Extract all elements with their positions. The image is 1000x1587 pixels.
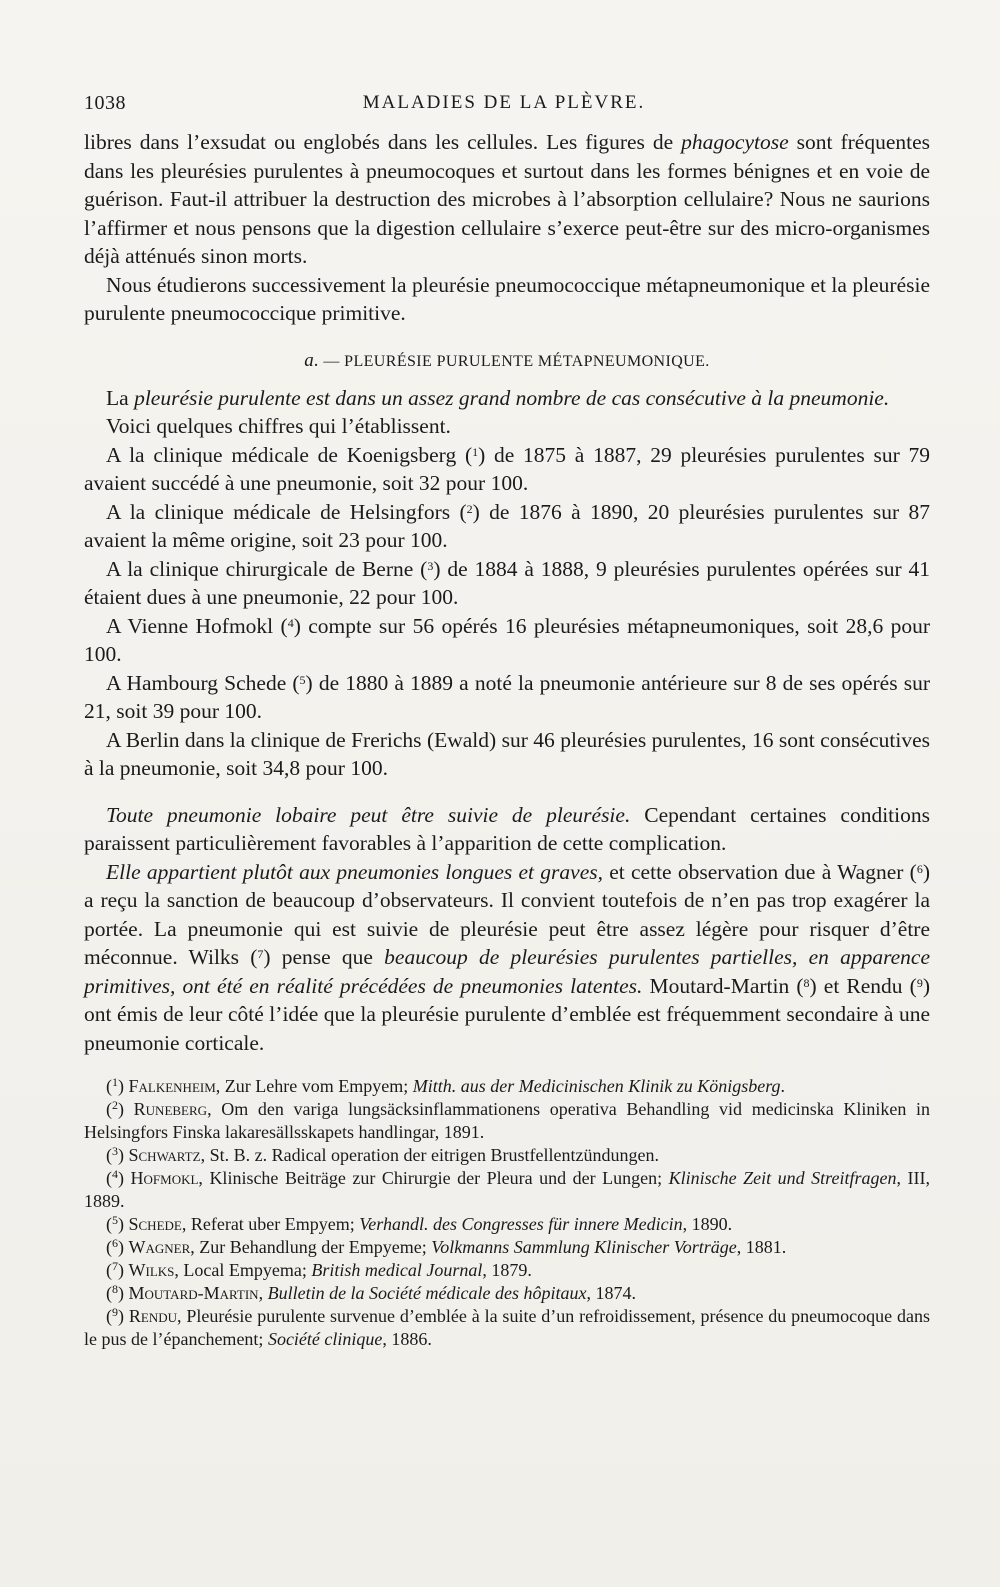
text-run: ) de 1875 à 1887, 29 pleurésies purulentes sur 79 avaient succédé à une pneumonie, soit 32 pour 100. — [84, 442, 930, 495]
text-run: ) ont émis de leur côté l’idée que la pleurésie purulente d’emblée est fréquemment secondaire à une pneumonie corticale. — [84, 973, 930, 1055]
footnote-ref: 2 — [466, 501, 473, 516]
footnote-number: 7 — [112, 1259, 118, 1273]
paragraph — [84, 858, 930, 1058]
footnote-author: Rendu — [128, 1306, 177, 1326]
text-run: ) de 1880 à 1889 a noté la pneumonie antérieure sur 8 de ses opérés sur 21, soit 39 pour 100. — [84, 670, 930, 723]
footnote: ($^7$) Wilks, Local Empyema; British medical Journal, 1879. — [106, 1259, 532, 1280]
paragraph — [84, 669, 930, 726]
text-run: A Berlin dans la clinique de Frerichs (Ewald) sur 46 pleurésies purulentes, 16 sont consécutives à la pneumonie, soit 34,8 pour 100. — [84, 727, 930, 780]
footnote-number: 1 — [112, 1075, 118, 1089]
italic-run: Toute pneumonie lobaire peut être suivie de pleurésie. — [106, 802, 631, 827]
footnote-text: , 1890. — [682, 1214, 733, 1234]
footnote-text: , Om den variga lungsäcksinflammationens operativa Behandling vid medicinska Kliniken in Helsingfors Finska lakaresällsskapets handlingar, 1891. — [84, 1099, 930, 1142]
text-run: A la clinique chirurgicale de Berne ( — [106, 556, 428, 581]
footnote-author: Runeberg — [133, 1099, 208, 1119]
page-number: 1038 — [84, 92, 126, 114]
footnote-text: , Zur Lehre vom Empyem; — [215, 1076, 413, 1096]
text-run: ) pense que — [263, 945, 385, 969]
footnote-author: Wilks — [128, 1260, 175, 1280]
footnote-ref: 6 — [916, 861, 923, 876]
text-run: libres dans l’exsudat ou englobés dans les cellules. Les figures de — [84, 130, 682, 154]
footnote-text: , 1881. — [736, 1237, 787, 1257]
footnote-author: Schwartz — [128, 1145, 201, 1165]
italic-run: beaucoup de pleurésies purulentes partielles, en apparence primitives, ont été en réalité précédées de pneumonies latentes. — [84, 945, 931, 998]
footnote-number: 2 — [112, 1098, 118, 1112]
text-run: Voici quelques chiffres qui l’établissent. — [106, 414, 451, 438]
footnote-text: , Referat uber Empyem; — [181, 1214, 360, 1234]
footnote: ($^1$) Falkenheim, Zur Lehre vom Empyem; Mitth. aus der Medicinischen Klinik zu Königsberg. — [106, 1075, 786, 1096]
footnote-ref: 1 — [472, 444, 479, 459]
footnote-ref: 5 — [299, 672, 306, 687]
footnote-italic: Bulletin de la Société médicale des hôpitaux — [267, 1283, 587, 1303]
text-run: Moutard-Martin ( — [642, 973, 804, 998]
paragraph — [84, 412, 930, 441]
footnote: ($^5$) Schede, Referat uber Empyem; Verhandl. des Congresses für innere Medicin, 1890. — [106, 1213, 733, 1234]
footnote-text: , III, 1889. — [84, 1168, 930, 1211]
section-marker: a. — [304, 349, 320, 371]
paragraph — [84, 726, 930, 783]
footnote: ($^4$) Hofmokl, Klinische Beiträge zur Chirurgie der Pleura und der Lungen; Klinische Zeit und Streitfragen, III, 1889. — [84, 1167, 930, 1211]
footnote-number: 9 — [112, 1305, 118, 1319]
footnote-number: 4 — [112, 1167, 118, 1181]
footnote-text: , 1879. — [482, 1260, 532, 1280]
text-run: et cette observation due à Wagner ( — [602, 859, 917, 884]
paragraph — [84, 498, 930, 555]
text-run: sont fréquentes dans les pleurésies purulentes à pneumocoques et surtout dans les formes bénignes et en voie de guérison. Faut-il attribuer la destruction des microbes à l’absorption cellulaire? Nous ne saurions l’affirmer et nous pensons que la digestion cellulaire s’exerce peut-être sur des micro-organismes déjà atténués sinon morts. — [84, 130, 930, 268]
text-run: A la clinique médicale de Koenigsberg ( — [106, 442, 473, 467]
italic-run: pleurésie purulente est dans un assez grand nombre de cas consécutive à la pneumonie. — [134, 385, 890, 410]
paragraph — [84, 128, 930, 271]
footnote-text: , — [258, 1283, 268, 1303]
footnote-author: Hofmokl — [130, 1168, 199, 1188]
footnote-italic: British medical Journal — [311, 1260, 483, 1280]
footnote: ($^9$) Rendu, Pleurésie purulente survenue d’emblée à la suite d’un refroidissement, présence du pneumocoque dans le pus de l’épanchement; Société clinique, 1886. — [84, 1305, 931, 1349]
footnote-author: Moutard-Martin — [128, 1283, 259, 1303]
footnote-text: , Local Empyema; — [174, 1260, 312, 1280]
footnote-text: , St. B. z. Radical operation der eitrigen Brustfellentzündungen. — [200, 1145, 659, 1165]
footnote: ($^3$) Schwartz, St. B. z. Radical operation der eitrigen Brustfellentzündungen. — [106, 1144, 659, 1165]
footnote-italic: Société clinique — [267, 1329, 383, 1349]
text-run: A la clinique médicale de Helsingfors ( — [106, 499, 467, 524]
section-title: — PLEURÉSIE PURULENTE MÉTAPNEUMONIQUE. — [323, 352, 710, 370]
footnote-ref: 3 — [427, 558, 434, 573]
text-run: Nous étudierons successivement la pleurésie pneumococcique métapneumonique et la pleurésie purulente pneumococcique primitive. — [84, 272, 930, 325]
footnote: ($^6$) Wagner, Zur Behandlung der Empyeme; Volkmanns Sammlung Klinischer Vorträge, 1881. — [106, 1236, 787, 1257]
footnote-ref: 9 — [916, 975, 923, 990]
text-run: ) a reçu la sanction de beaucoup d’observateurs. Il convient toutefois de n’en pas trop exagérer la portée. La pneumonie qui est suivie de pleurésie peut être assez légère pour risquer d’être méconnue. Wilks ( — [84, 859, 930, 969]
footnote: ($^2$) Runeberg, Om den variga lungsäcksinflammationens operativa Behandling vid medicinska Kliniken in Helsingfors Finska lakaresällsskapets handlingar, 1891. — [84, 1098, 930, 1142]
italic-run: Elle appartient plutôt aux pneumonies longues et graves, — [106, 859, 603, 884]
paragraph — [84, 271, 930, 328]
footnote-author: Wagner — [128, 1237, 191, 1257]
footnote-italic: Verhandl. des Congresses für innere Medicin — [359, 1214, 683, 1234]
text-run: A Hambourg Schede ( — [106, 670, 300, 695]
footnote-number: 6 — [112, 1236, 118, 1250]
page-header — [84, 92, 924, 122]
text-run: La — [106, 385, 135, 410]
section-heading — [84, 350, 930, 372]
footnote-text: . — [780, 1076, 786, 1096]
footnote-number: 8 — [112, 1282, 118, 1296]
paragraph — [84, 441, 930, 498]
footnote-italic: Volkmanns Sammlung Klinischer Vorträge — [431, 1237, 737, 1257]
footnote-number: 5 — [112, 1213, 118, 1227]
footnote-ref: 7 — [257, 947, 264, 961]
footnote-italic: Mitth. aus der Medicinischen Klinik zu Königsberg — [412, 1076, 781, 1096]
footnote-ref: 4 — [287, 615, 294, 630]
text-run: ) de 1876 à 1890, 20 pleurésies purulentes sur 87 avaient la même origine, soit 23 pour 100. — [84, 499, 930, 552]
footnote-author: Schede — [128, 1214, 182, 1234]
text-run: A Vienne Hofmokl ( — [106, 613, 288, 638]
footnote-text: , 1886. — [382, 1329, 432, 1349]
italic-run: phagocytose — [681, 130, 789, 154]
footnote-text: , 1874. — [586, 1283, 636, 1303]
footnote-ref: 8 — [803, 975, 810, 990]
footnotes — [84, 1075, 930, 1351]
paragraph — [84, 384, 930, 413]
text-run: ) et Rendu ( — [809, 973, 917, 998]
text-run: ) compte sur 56 opérés 16 pleurésies métapneumoniques, soit 28,6 pour 100. — [84, 613, 930, 666]
footnote-italic: Klinische Zeit und Streitfragen — [668, 1168, 897, 1188]
paragraph-gap — [84, 783, 930, 801]
paragraph — [84, 612, 930, 669]
footnote-text: , Zur Behandlung der Empyeme; — [190, 1237, 432, 1257]
text-run: ) de 1884 à 1888, 9 pleurésies purulentes opérées sur 41 étaient dues à une pneumonie, 22 pour 100. — [84, 556, 930, 609]
text-run: Cependant certaines conditions paraissent particulièrement favorables à l’apparition de cette complication. — [84, 802, 930, 855]
footnote-author: Falkenheim — [128, 1076, 216, 1096]
page-body — [84, 128, 930, 1351]
footnote: ($^8$) Moutard-Martin, Bulletin de la Société médicale des hôpitaux, 1874. — [106, 1282, 636, 1303]
footnote-text: , Pleurésie purulente survenue d’emblée à la suite d’un refroidissement, présence du pneumocoque dans le pus de l’épanchement; — [84, 1306, 931, 1349]
running-title: MALADIES DE LA PLÈVRE. — [362, 92, 646, 113]
paragraph — [84, 555, 930, 612]
paragraph — [84, 801, 930, 858]
footnote-number: 3 — [112, 1144, 118, 1158]
footnote-text: , Klinische Beiträge zur Chirurgie der Pleura und der Lungen; — [198, 1168, 669, 1188]
